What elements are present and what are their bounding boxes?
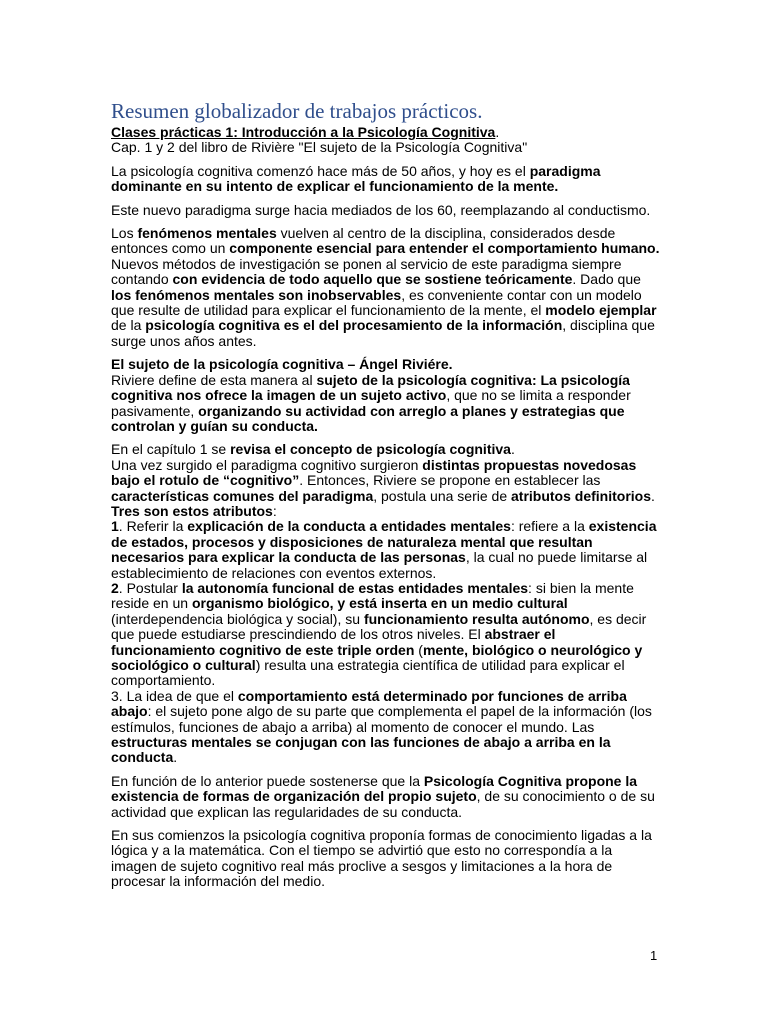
- page-number: 1: [650, 948, 658, 963]
- bold-text-run: explicación de la conducta a entidades mentales: [187, 518, 511, 535]
- text-run: .: [651, 487, 655, 504]
- text-run: . Dado que: [572, 271, 641, 288]
- paragraph-6: [111, 373, 661, 435]
- text-run: 3. La idea de que el: [111, 687, 238, 704]
- text-run: Nuevos métodos de investigación se ponen al servicio de este paradigma siempre contando: [111, 255, 622, 288]
- text-run: de la: [111, 317, 146, 334]
- bold-text-run: atributos definitorios: [511, 487, 651, 504]
- bold-text-run: abstraer el funcionamiento cognitivo de este triple orden: [111, 626, 556, 658]
- bold-text-run: psicología cognitiva es el del procesamiento de la información: [145, 317, 563, 334]
- bold-text-run: paradigma dominante en su intento de explicar el funcionamiento de la mente.: [111, 162, 601, 195]
- text-run: La psicología cognitiva comenzó hace más de 50 años, y hoy es el: [111, 162, 530, 179]
- text-run: vuelven al centro de la disciplina, considerados desde entonces como un: [111, 225, 616, 257]
- attribute-2: [111, 581, 661, 689]
- bold-text-run: El sujeto de la psicología cognitiva – Ángel Riviére.: [111, 356, 453, 373]
- bold-text-run: los fenómenos mentales son inobservables: [111, 286, 402, 303]
- bold-text-run: organizando su actividad con arreglo a planes y estrategias que controlan y guían su conducta.: [111, 402, 625, 434]
- bold-text-run: fenómenos mentales: [137, 225, 277, 242]
- text-run: En el capítulo 1 se: [111, 441, 231, 458]
- bold-text-run: modelo ejemplar: [545, 302, 657, 319]
- paragraph-1: [111, 164, 661, 195]
- bold-text-run: organismo biológico, y está inserta en un medio cultural: [191, 595, 568, 612]
- bold-text-run: funcionamiento resulta autónomo: [363, 610, 590, 627]
- text-run: , que no se limita a responder pasivamente,: [111, 387, 631, 419]
- text-run: .: [510, 441, 515, 458]
- text-run: , de su conocimiento o de su actividad que explican las regularidades de su conducta.: [111, 788, 655, 820]
- bold-text-run: estructuras mentales se conjugan con las funciones de abajo a arriba en la conducta: [111, 734, 611, 766]
- text-run: En sus comienzos la psicología cognitiva proponía formas de conocimiento ligadas a la lógica y a la matemática. Con el tiempo se advirtió que esto no correspondía a la imagen de sujeto cognitivo real más proclive a sesgos y limitaciones a la hora de procesar la información del medio.: [111, 827, 652, 890]
- text-run: , postula una serie de: [373, 487, 511, 504]
- bold-text-run: Psicología Cognitiva propone la existencia de formas de organización del propio sujeto: [111, 772, 638, 805]
- text-run: . Entonces, Riviere se propone en establecer las: [299, 472, 601, 489]
- text-run: . Postular: [118, 579, 182, 596]
- paragraph-13: [111, 828, 661, 890]
- attribute-3: [111, 689, 661, 766]
- bold-text-run: 2: [111, 579, 119, 596]
- text-run: (: [414, 641, 423, 658]
- bold-text-run: existencia de estados, procesos y disposiciones de naturaleza mental que resultan necesarios para explicar la conducta de las personas: [111, 518, 657, 566]
- text-run: Riviere define de esta manera al: [111, 371, 317, 388]
- paragraph-7: [111, 442, 661, 457]
- text-run: .: [173, 749, 178, 766]
- bold-text-run: características comunes del paradigma: [111, 487, 374, 504]
- attribute-1: [111, 519, 661, 581]
- document-content: [111, 99, 661, 898]
- subheading-sujeto: [111, 357, 661, 372]
- document-title: Resumen globalizador de trabajos prácticos.: [111, 99, 483, 123]
- text-run: :: [272, 502, 277, 519]
- reference-line: Cap. 1 y 2 del libro de Rivière "El sujeto de la Psicología Cognitiva": [111, 139, 528, 156]
- paragraph-3: [111, 226, 661, 257]
- bold-text-run: la autonomía funcional de estas entidades mentales: [181, 579, 529, 596]
- section-heading-period: .: [495, 124, 500, 140]
- bold-text-run: componente esencial para entender el comportamiento humano.: [229, 240, 660, 257]
- text-run: (interdependencia biológica y social), su: [111, 610, 364, 627]
- bold-text-run: comportamiento está determinado por funciones de arriba abajo: [111, 687, 627, 720]
- paragraph-2: [111, 203, 661, 218]
- bold-text-run: distintas propuestas novedosas bajo el rotulo de “cognitivo”: [111, 456, 637, 489]
- text-run: : el sujeto pone algo de su parte que complementa el papel de la información (los estímulos, funciones de abajo a arriba) al momento de conocer el mundo. Las: [111, 703, 652, 735]
- paragraph-8: [111, 458, 661, 520]
- text-run: ) resulta una estrategia científica de utilidad para explicar el comportamiento.: [111, 657, 625, 689]
- text-run: Los: [111, 225, 138, 242]
- text-run: : si bien la mente reside en un: [111, 579, 634, 612]
- bold-text-run: con evidencia de todo aquello que se sostiene teóricamente: [172, 271, 573, 288]
- bold-text-run: sujeto de la psicología cognitiva: La psicología cognitiva nos ofrece la imagen de un sujeto activo: [111, 371, 630, 404]
- paragraph-12: [111, 774, 661, 820]
- text-run: . Referir la: [118, 518, 188, 535]
- text-run: Este nuevo paradigma surge hacia mediados de los 60, reemplazando al conductismo.: [111, 201, 651, 218]
- text-run: En función de lo anterior puede sostenerse que la: [111, 772, 424, 789]
- section-heading: [111, 125, 661, 140]
- bold-text-run: revisa el concepto de psicología cognitiva: [230, 441, 511, 458]
- text-run: , la cual no puede limitarse al establecimiento de relaciones con eventos externos.: [111, 549, 648, 581]
- bold-text-run: Tres son estos atributos: [111, 502, 273, 519]
- text-run: , es conveniente contar con un modelo que resulte de utilidad para explicar el funcionamiento de la mente, el: [111, 286, 642, 319]
- bold-text-run: 1: [111, 518, 119, 535]
- text-run: : refiere a la: [510, 518, 589, 535]
- section-heading-text: Clases prácticas 1: Introducción a la Psicología Cognitiva: [111, 124, 496, 140]
- paragraph-4: [111, 257, 661, 349]
- bold-text-run: mente, biológico o neurológico y sociológico o cultural: [111, 641, 643, 673]
- text-run: , es decir que puede estudiarse prescindiendo de los otros niveles. El: [111, 610, 647, 643]
- text-run: Una vez surgido el paradigma cognitivo surgieron: [111, 456, 423, 473]
- text-run: , disciplina que surge unos años antes.: [111, 317, 655, 349]
